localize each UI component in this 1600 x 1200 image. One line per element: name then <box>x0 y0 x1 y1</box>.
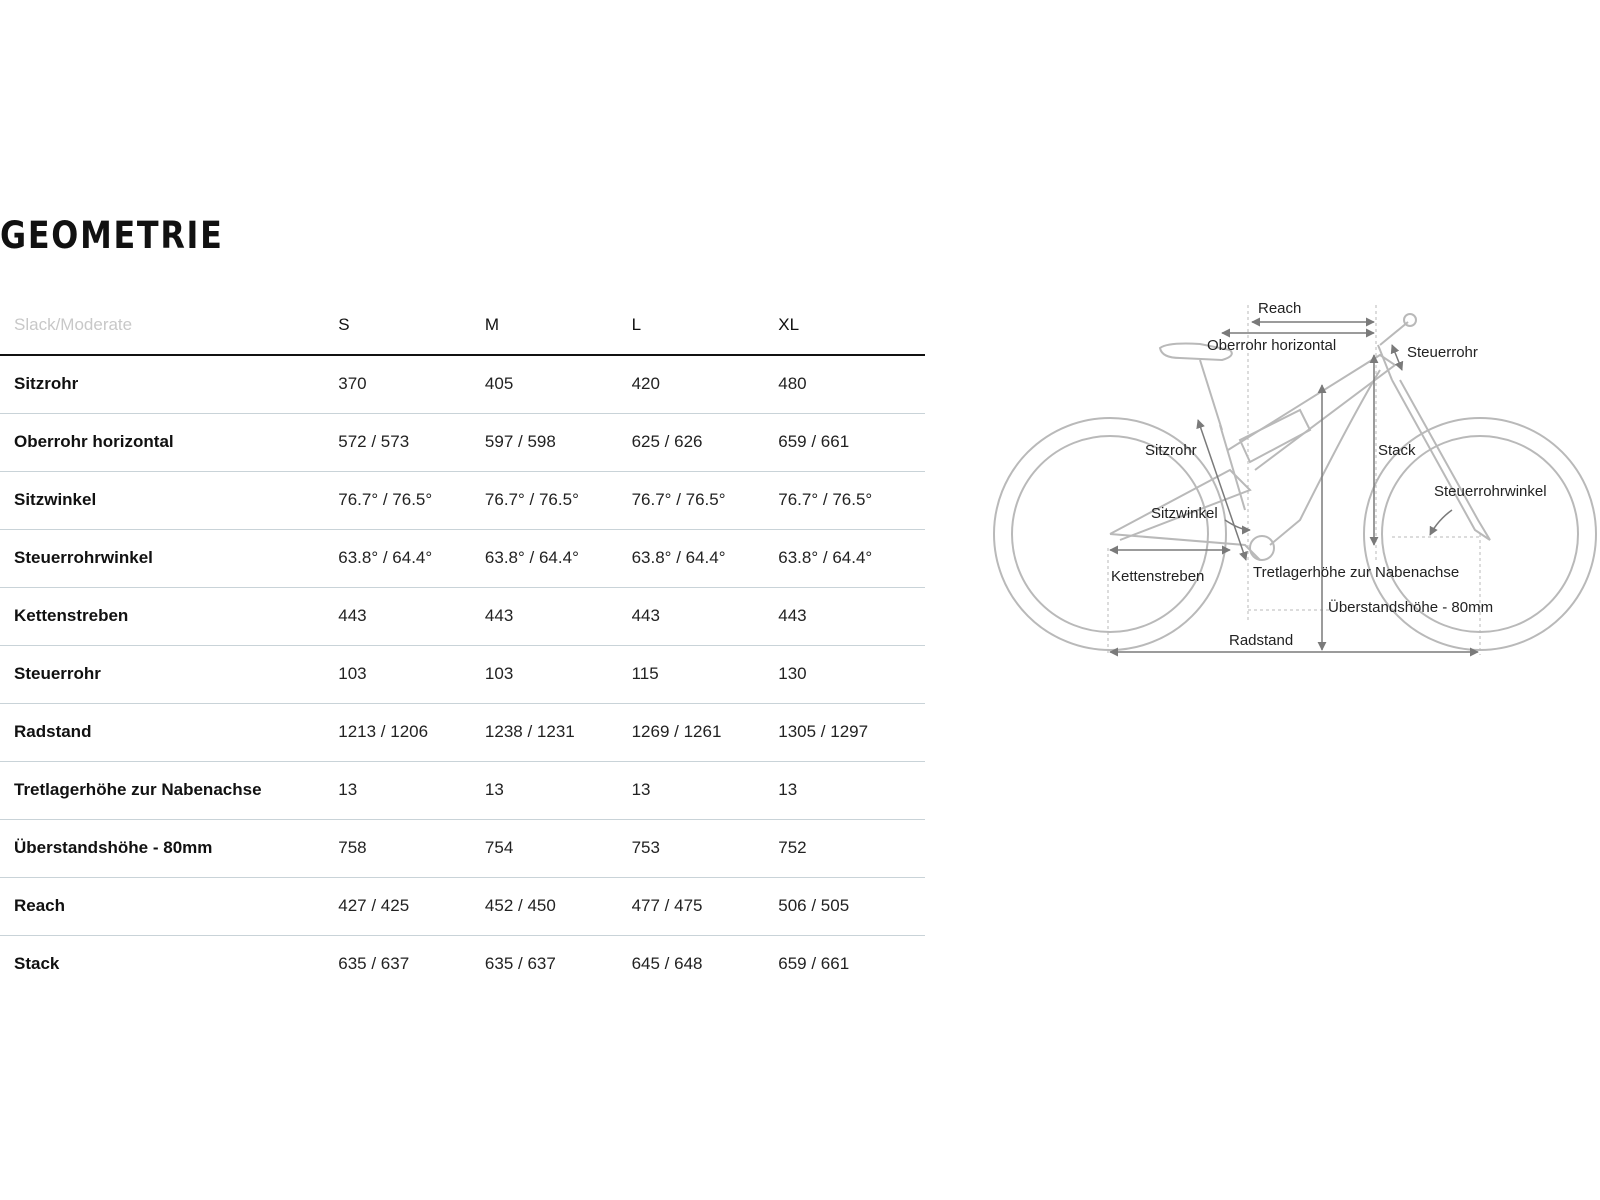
label-steuerrohrwinkel: Steuerrohrwinkel <box>1434 483 1547 500</box>
table-row <box>0 935 925 993</box>
row-label: Oberrohr horizontal <box>14 432 174 451</box>
handlebar <box>1404 314 1416 326</box>
chainstay <box>1110 534 1260 560</box>
cell-value: 1269 / 1261 <box>631 722 722 741</box>
cell-value: 443 <box>484 606 514 625</box>
cell-value: 1305 / 1297 <box>778 722 869 741</box>
cell-value: 506 / 505 <box>778 896 850 915</box>
geometry-table <box>0 296 925 993</box>
cell-value: 63.8° / 64.4° <box>484 548 579 567</box>
table-row <box>0 877 925 935</box>
cell-value: 405 <box>484 374 514 394</box>
cell-value: 1238 / 1231 <box>484 722 575 741</box>
down-tube <box>1270 370 1380 545</box>
label-oberrohr-horizontal: Oberrohr horizontal <box>1207 337 1337 354</box>
cell-value: 63.8° / 64.4° <box>338 548 433 567</box>
cell-value: 597 / 598 <box>484 432 556 451</box>
cell-value: 427 / 425 <box>338 896 410 915</box>
head-angle-arc <box>1430 510 1452 535</box>
label-ueberstandshoehe: Überstandshöhe - 80mm <box>1328 599 1494 616</box>
cell-value: 659 / 661 <box>778 432 850 451</box>
seat-angle-arc <box>1225 520 1250 530</box>
cell-value: 443 <box>338 606 367 625</box>
row-label: Tretlagerhöhe zur Nabenachse <box>14 780 262 799</box>
fork <box>1392 380 1490 540</box>
cell-value: 752 <box>778 838 807 857</box>
label-steuerrohr: Steuerrohr <box>1407 344 1478 361</box>
cell-value: 635 / 637 <box>338 954 410 974</box>
cell-value: 130 <box>778 664 807 683</box>
cell-value: 103 <box>338 664 367 683</box>
label-sitzwinkel: Sitzwinkel <box>1151 505 1218 522</box>
label-tretlagerhoehe: Tretlagerhöhe zur Nabenachse <box>1253 564 1460 581</box>
cell-value: 76.7° / 76.5° <box>778 490 873 509</box>
table-row <box>0 819 925 877</box>
size-header-m: M <box>484 315 500 334</box>
cell-value: 420 <box>631 374 660 394</box>
label-stack: Stack <box>1378 442 1416 459</box>
cell-value: 63.8° / 64.4° <box>631 548 726 567</box>
cell-value: 452 / 450 <box>484 896 556 915</box>
cell-value: 443 <box>631 606 660 625</box>
table-row <box>0 645 925 703</box>
seatpost <box>1200 360 1222 430</box>
table-row <box>0 703 925 761</box>
table-row <box>0 529 925 587</box>
size-header-l: L <box>631 315 642 334</box>
row-label: Kettenstreben <box>14 606 129 625</box>
cell-value: 1213 / 1206 <box>338 722 429 741</box>
bottom-bracket <box>1250 536 1274 560</box>
cell-value: 103 <box>484 664 514 683</box>
cell-value: 635 / 637 <box>484 954 556 974</box>
cell-value: 480 <box>778 374 807 394</box>
table-row <box>0 355 925 413</box>
cell-value: 370 <box>338 374 367 394</box>
row-label: Sitzwinkel <box>14 490 97 509</box>
cell-value: 76.7° / 76.5° <box>338 490 433 509</box>
cell-value: 443 <box>778 606 807 625</box>
label-reach: Reach <box>1258 300 1302 317</box>
row-label: Reach <box>14 896 66 915</box>
cell-value: 76.7° / 76.5° <box>631 490 726 509</box>
cell-value: 477 / 475 <box>631 896 703 915</box>
top-tube <box>1228 355 1395 470</box>
table-row <box>0 761 925 819</box>
row-label: Steuerrohrwinkel <box>14 548 153 567</box>
table-header-row <box>0 296 925 355</box>
cell-value: 63.8° / 64.4° <box>778 548 873 567</box>
label-radstand: Radstand <box>1229 632 1294 649</box>
row-label: Radstand <box>14 722 92 741</box>
label-kettenstreben: Kettenstreben <box>1111 568 1205 585</box>
row-label: Steuerrohr <box>14 664 101 683</box>
size-header-xl: XL <box>778 315 800 334</box>
cell-value: 115 <box>631 664 659 683</box>
cell-value: 645 / 648 <box>631 954 703 974</box>
table-row <box>0 471 925 529</box>
cell-value: 754 <box>484 838 514 857</box>
size-header-s: S <box>338 315 350 334</box>
cell-value: 13 <box>778 780 798 799</box>
cell-value: 758 <box>338 838 367 857</box>
cell-value: 625 / 626 <box>631 432 703 451</box>
cell-value: 13 <box>338 780 358 799</box>
cell-value: 76.7° / 76.5° <box>484 490 579 509</box>
page-title: GEOMETRIE <box>0 214 224 257</box>
row-label: Stack <box>14 954 60 974</box>
row-label: Überstandshöhe - 80mm <box>14 838 213 857</box>
cell-value: 753 <box>631 838 660 857</box>
bike-geometry-diagram <box>985 298 1600 673</box>
table-row <box>0 587 925 645</box>
table-row <box>0 413 925 471</box>
row-label: Sitzrohr <box>14 374 79 394</box>
cell-value: 13 <box>631 780 651 799</box>
cell-value: 659 / 661 <box>778 954 850 974</box>
label-sitzrohr: Sitzrohr <box>1145 442 1197 459</box>
cell-value: 572 / 573 <box>338 432 410 451</box>
stem <box>1380 322 1408 345</box>
spec-header: Slack/Moderate <box>14 315 133 334</box>
bike-frame-drawing <box>994 314 1596 650</box>
cell-value: 13 <box>484 780 504 799</box>
